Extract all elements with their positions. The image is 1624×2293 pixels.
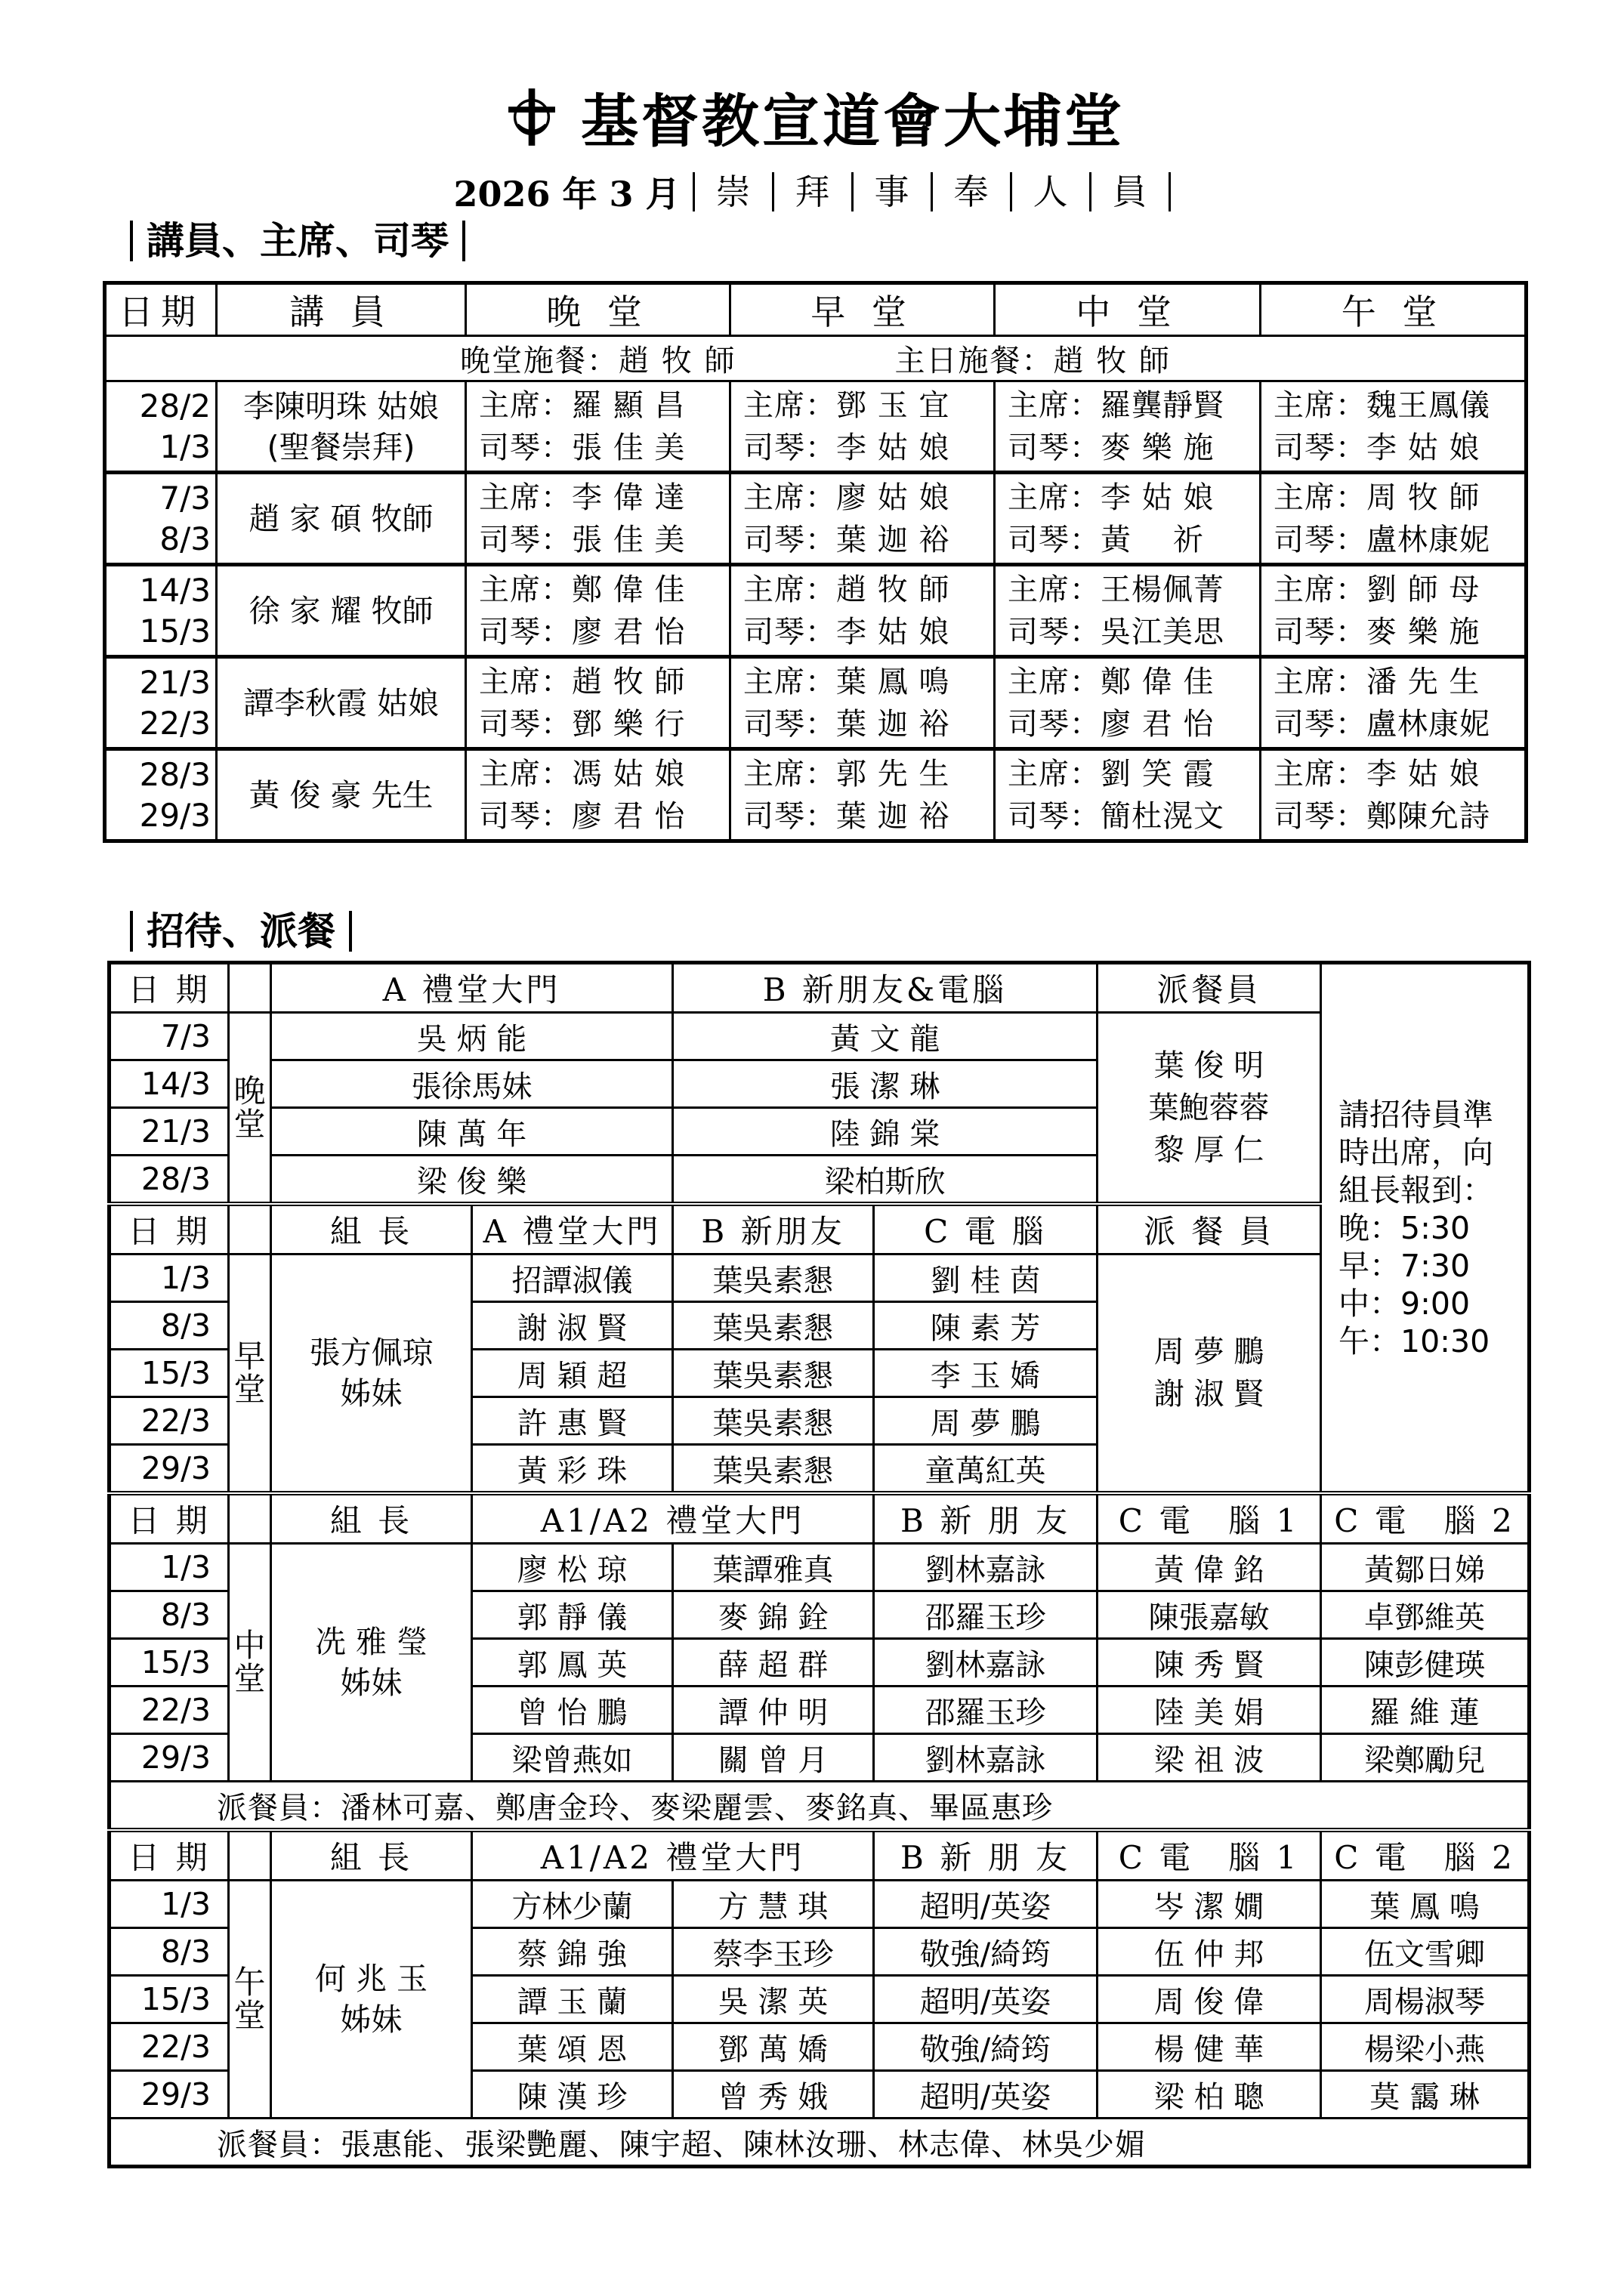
- meal-servers-row-midday: [110, 1782, 1530, 1831]
- col-header-date: 日 期: [110, 1830, 229, 1881]
- date-cell: 28/3 29/3: [105, 749, 217, 841]
- door-a-cell: 許 惠 賢: [472, 1397, 673, 1445]
- leader-morning: 張方佩琼 姊妹: [271, 1255, 472, 1494]
- week-row: [105, 565, 1527, 657]
- page-title: 基督教宣道會大埔堂: [581, 88, 1125, 155]
- speaker-cell: 譚李秋霞 姑娘: [217, 657, 466, 749]
- computer-1-cell: 伍 仲 邦: [1098, 1928, 1321, 1976]
- newfriend-cell: 劉林嘉詠: [874, 1734, 1098, 1782]
- date-cell: 7/3: [110, 1013, 229, 1060]
- date-cell: 8/3: [110, 1591, 229, 1639]
- meal-servers-morning: 周 夢 鵬 謝 淑 賢: [1098, 1255, 1321, 1494]
- speaker-cell: 徐 家 耀 牧師: [217, 565, 466, 657]
- col-header-leader: 組 長: [271, 1204, 472, 1255]
- evening-roles-cell: 主席：李 偉 達 司琴：張 佳 美: [466, 473, 730, 565]
- newfriend-cell: 梁柏斯欣: [673, 1156, 1098, 1205]
- meal-servers-evening: 葉 俊 明 葉鮑蓉蓉 黎 厚 仁: [1098, 1013, 1321, 1205]
- door-a1-cell: 梁曾燕如: [472, 1734, 673, 1782]
- afternoon-roles-cell: 主席：魏王鳳儀 司琴：李 姑 娘: [1261, 381, 1527, 473]
- newfriend-cell: 劉林嘉詠: [874, 1639, 1098, 1687]
- usher-notes: 請招待員準 時出席，向 組長報到： 晚：5:30 早：7:30 中：9:00 午：10:30: [1321, 963, 1530, 1494]
- newfriend-cell: 黃 文 龍: [673, 1013, 1098, 1060]
- computer-2-cell: 周楊淑琴: [1321, 1976, 1530, 2023]
- subtitle-row: [0, 167, 1624, 217]
- midday-roles-cell: 主席：鄭 偉 佳 司琴：廖 君 怡: [995, 657, 1261, 749]
- midday-roles-cell: 主席：劉 笑 霞 司琴：簡杜滉文: [995, 749, 1261, 841]
- date-cell: 29/3: [110, 1734, 229, 1782]
- morning-roles-cell: 主席：葉 鳳 鳴 司琴：葉 迦 裕: [730, 657, 995, 749]
- computer-2-cell: 莫 靄 琳: [1321, 2071, 1530, 2119]
- date-cell: 22/3: [110, 1687, 229, 1734]
- col-header-midday: 中 堂: [995, 283, 1261, 336]
- newfriend-cell: 葉吳素懇: [673, 1350, 874, 1397]
- computer-cell: 李 玉 嬌: [874, 1350, 1098, 1397]
- date-cell: 28/2 1/3: [105, 381, 217, 473]
- computer-cell: 童萬紅英: [874, 1445, 1098, 1494]
- date-cell: 7/3 8/3: [105, 473, 217, 565]
- service-spacer: [229, 1493, 271, 1544]
- computer-2-cell: 葉 鳳 鳴: [1321, 1881, 1530, 1928]
- evening-roles-cell: 主席：鄭 偉 佳 司琴：廖 君 怡: [466, 565, 730, 657]
- evening-roles-cell: 主席：羅 顯 昌 司琴：張 佳 美: [466, 381, 730, 473]
- computer-cell: 劉 桂 茵: [874, 1255, 1098, 1302]
- morning-header-row: [110, 1204, 1530, 1255]
- speaker-cell: 李陳明珠 姑娘 (聖餐崇拜): [217, 381, 466, 473]
- newfriend-cell: 陸 錦 棠: [673, 1108, 1098, 1156]
- church-logo-icon: [499, 85, 564, 150]
- subtitle-char: 員: [1089, 172, 1171, 211]
- col-header-date: 日 期: [110, 1204, 229, 1255]
- col-header-leader: 組 長: [271, 1493, 472, 1544]
- newfriend-cell: 超明/英姿: [874, 1881, 1098, 1928]
- date-cell: 1/3: [110, 1544, 229, 1591]
- morning-roles-cell: 主席：郭 先 生 司琴：葉 迦 裕: [730, 749, 995, 841]
- door-a2-cell: 薛 超 群: [673, 1639, 874, 1687]
- date-cell: 14/3: [110, 1060, 229, 1108]
- evening-header-row: [110, 963, 1530, 1013]
- door-a-cell: 張徐馬妹: [271, 1060, 673, 1108]
- col-header-door-a1a2: A1/A2 禮堂大門: [472, 1493, 874, 1544]
- date-cell: 15/3: [110, 1976, 229, 2023]
- col-header-morning: 早 堂: [730, 283, 995, 336]
- meal-note: 晚堂施餐：趙 牧 師 主日施餐：趙 牧 師: [105, 336, 1527, 381]
- col-header-date: 日期: [105, 283, 217, 336]
- computer-2-cell: 黃鄒日娣: [1321, 1544, 1530, 1591]
- col-header-afternoon: 午 堂: [1261, 283, 1527, 336]
- midday-roles-cell: 主席：王楊佩菁 司琴：吳江美思: [995, 565, 1261, 657]
- week-row: [105, 473, 1527, 565]
- computer-cell: 周 夢 鵬: [874, 1397, 1098, 1445]
- door-a1-cell: 蔡 錦 強: [472, 1928, 673, 1976]
- door-a2-cell: 吳 潔 英: [673, 1976, 874, 2023]
- date-cell: 1/3: [110, 1881, 229, 1928]
- newfriend-cell: 張 潔 琳: [673, 1060, 1098, 1108]
- date-cell: 29/3: [110, 2071, 229, 2119]
- col-header-meal: 派餐員: [1098, 963, 1321, 1013]
- evening-roles-cell: 主席：趙 牧 師 司琴：鄧 樂 行: [466, 657, 730, 749]
- col-header-door-a1a2: A1/A2 禮堂大門: [472, 1830, 874, 1881]
- newfriend-cell: 邵羅玉珍: [874, 1687, 1098, 1734]
- door-a-cell: 招譚淑儀: [472, 1255, 673, 1302]
- door-a2-cell: 譚 仲 明: [673, 1687, 874, 1734]
- date-cell: 15/3: [110, 1639, 229, 1687]
- date-cell: 22/3: [110, 2023, 229, 2071]
- page-header: [0, 76, 1624, 217]
- col-header-computer-2: C 電 腦 2: [1321, 1493, 1530, 1544]
- computer-cell: 陳 素 芳: [874, 1302, 1098, 1350]
- door-a2-cell: 葉譚雅真: [673, 1544, 874, 1591]
- col-header-speaker: 講 員: [217, 283, 466, 336]
- newfriend-cell: 劉林嘉詠: [874, 1544, 1098, 1591]
- subtitle-char: 崇: [693, 172, 772, 211]
- door-a1-cell: 廖 松 琼: [472, 1544, 673, 1591]
- col-header-computer-2: C 電 腦 2: [1321, 1830, 1530, 1881]
- col-header-newfriend-computer: B 新朋友&電腦: [673, 963, 1098, 1013]
- date-cell: 1/3: [110, 1255, 229, 1302]
- morning-roles-cell: 主席：鄧 玉 宜 司琴：李 姑 娘: [730, 381, 995, 473]
- door-a1-cell: 曾 怡 鵬: [472, 1687, 673, 1734]
- col-header-door-a: A 禮堂大門: [271, 963, 673, 1013]
- col-header-newfriend: B 新朋友: [673, 1204, 874, 1255]
- door-a1-cell: 郭 靜 儀: [472, 1591, 673, 1639]
- afternoon-roles-cell: 主席：周 牧 師 司琴：盧林康妮: [1261, 473, 1527, 565]
- door-a1-cell: 譚 玉 蘭: [472, 1976, 673, 2023]
- subtitle-char: 拜: [772, 172, 851, 211]
- computer-1-cell: 周 俊 偉: [1098, 1976, 1321, 2023]
- meal-note-row: [105, 336, 1527, 381]
- computer-2-cell: 陳彭健瑛: [1321, 1639, 1530, 1687]
- computer-1-cell: 黃 偉 銘: [1098, 1544, 1321, 1591]
- newfriend-cell: 邵羅玉珍: [874, 1591, 1098, 1639]
- newfriend-cell: 葉吳素懇: [673, 1255, 874, 1302]
- date-cell: 21/3 22/3: [105, 657, 217, 749]
- col-header-leader: 組 長: [271, 1830, 472, 1881]
- col-header-door-a: A 禮堂大門: [472, 1204, 673, 1255]
- newfriend-cell: 葉吳素懇: [673, 1302, 874, 1350]
- door-a1-cell: 葉 頌 恩: [472, 2023, 673, 2071]
- speaker-cell: 黃 俊 豪 先生: [217, 749, 466, 841]
- leader-midday: 冼 雅 瑩 姊妹: [271, 1544, 472, 1782]
- computer-1-cell: 陳張嘉敏: [1098, 1591, 1321, 1639]
- subtitle-char: 人: [1010, 172, 1089, 211]
- leader-afternoon: 何 兆 玉 姊妹: [271, 1881, 472, 2119]
- computer-2-cell: 楊梁小燕: [1321, 2023, 1530, 2071]
- col-header-newfriend: B 新 朋 友: [874, 1493, 1098, 1544]
- computer-1-cell: 陸 美 娟: [1098, 1687, 1321, 1734]
- ushers-table: [107, 961, 1531, 2168]
- date-cell: 22/3: [110, 1397, 229, 1445]
- col-header-computer: C 電 腦: [874, 1204, 1098, 1255]
- newfriend-cell: 葉吳素懇: [673, 1445, 874, 1494]
- date-cell: 14/3 15/3: [105, 565, 217, 657]
- computer-2-cell: 梁鄭勵兒: [1321, 1734, 1530, 1782]
- section-title-ushers: 招待、派餐: [130, 911, 352, 952]
- door-a2-cell: 鄧 萬 嬌: [673, 2023, 874, 2071]
- newfriend-cell: 超明/英姿: [874, 1976, 1098, 2023]
- door-a-cell: 陳 萬 年: [271, 1108, 673, 1156]
- computer-1-cell: 楊 健 華: [1098, 2023, 1321, 2071]
- col-header-computer-1: C 電 腦 1: [1098, 1830, 1321, 1881]
- subtitle-char: 事: [851, 172, 931, 211]
- afternoon-header-row: [110, 1830, 1530, 1881]
- service-label-evening: 晚 堂: [229, 1013, 271, 1205]
- week-row: [105, 749, 1527, 841]
- newfriend-cell: 葉吳素懇: [673, 1397, 874, 1445]
- table-row: [110, 1544, 1530, 1591]
- section-title-speakers: 講員、主席、司琴: [130, 221, 465, 261]
- service-label-midday: 中 堂: [229, 1544, 271, 1782]
- newfriend-cell: 敬強/綺筠: [874, 2023, 1098, 2071]
- morning-roles-cell: 主席：趙 牧 師 司琴：李 姑 娘: [730, 565, 995, 657]
- service-spacer: [229, 1204, 271, 1255]
- computer-1-cell: 岑 潔 嫺: [1098, 1881, 1321, 1928]
- door-a1-cell: 陳 漢 珍: [472, 2071, 673, 2119]
- table-header-row: [105, 283, 1527, 336]
- door-a-cell: 謝 淑 賢: [472, 1302, 673, 1350]
- col-header-evening: 晚 堂: [466, 283, 730, 336]
- door-a-cell: 吳 炳 能: [271, 1013, 673, 1060]
- date-cell: 28/3: [110, 1156, 229, 1205]
- meal-servers-midday: 派餐員：潘林可嘉、鄭唐金玲、麥梁麗雲、麥銘真、畢區惠珍: [110, 1782, 1530, 1831]
- col-header-date: 日 期: [110, 1493, 229, 1544]
- computer-2-cell: 羅 維 蓮: [1321, 1687, 1530, 1734]
- subtitle-char: 奉: [931, 172, 1010, 211]
- date-cell: 15/3: [110, 1350, 229, 1397]
- door-a-cell: 黃 彩 珠: [472, 1445, 673, 1494]
- door-a2-cell: 關 曾 月: [673, 1734, 874, 1782]
- table-row: [110, 1013, 1530, 1060]
- computer-2-cell: 伍文雪卿: [1321, 1928, 1530, 1976]
- service-spacer: [229, 1830, 271, 1881]
- midday-header-row: [110, 1493, 1530, 1544]
- morning-roles-cell: 主席：廖 姑 娘 司琴：葉 迦 裕: [730, 473, 995, 565]
- date-cell: 8/3: [110, 1302, 229, 1350]
- door-a2-cell: 曾 秀 娥: [673, 2071, 874, 2119]
- newfriend-cell: 敬強/綺筠: [874, 1928, 1098, 1976]
- col-header-date: 日 期: [110, 963, 229, 1013]
- door-a-cell: 梁 俊 樂: [271, 1156, 673, 1205]
- newfriend-cell: 超明/英姿: [874, 2071, 1098, 2119]
- meal-servers-row-afternoon: [110, 2119, 1530, 2167]
- door-a-cell: 周 穎 超: [472, 1350, 673, 1397]
- door-a1-cell: 郭 鳳 英: [472, 1639, 673, 1687]
- door-a2-cell: 方 慧 琪: [673, 1881, 874, 1928]
- door-a2-cell: 蔡李玉珍: [673, 1928, 874, 1976]
- speaker-cell: 趙 家 碩 牧師: [217, 473, 466, 565]
- table-row: [110, 1255, 1530, 1302]
- door-a2-cell: 麥 錦 銓: [673, 1591, 874, 1639]
- afternoon-roles-cell: 主席：潘 先 生 司琴：盧林康妮: [1261, 657, 1527, 749]
- computer-2-cell: 卓鄧維英: [1321, 1591, 1530, 1639]
- speakers-table: [103, 281, 1528, 843]
- computer-1-cell: 梁 柏 聰: [1098, 2071, 1321, 2119]
- midday-roles-cell: 主席：李 姑 娘 司琴：黃 祈: [995, 473, 1261, 565]
- date-cell: 21/3: [110, 1108, 229, 1156]
- afternoon-roles-cell: 主席：劉 師 母 司琴：麥 樂 施: [1261, 565, 1527, 657]
- service-spacer: [229, 963, 271, 1013]
- service-label-afternoon: 午 堂: [229, 1881, 271, 2119]
- month-label: 2026 年 3 月: [453, 174, 681, 214]
- computer-1-cell: 梁 祖 波: [1098, 1734, 1321, 1782]
- col-header-newfriend: B 新 朋 友: [874, 1830, 1098, 1881]
- afternoon-roles-cell: 主席：李 姑 娘 司琴：鄭陳允詩: [1261, 749, 1527, 841]
- table-row: [110, 1881, 1530, 1928]
- door-a1-cell: 方林少蘭: [472, 1881, 673, 1928]
- meal-servers-afternoon: 派餐員：張惠能、張梁艷麗、陳宇超、陳林汝珊、林志偉、林吳少媚: [110, 2119, 1530, 2167]
- col-header-meal: 派 餐 員: [1098, 1204, 1321, 1255]
- computer-1-cell: 陳 秀 賢: [1098, 1639, 1321, 1687]
- week-row: [105, 657, 1527, 749]
- col-header-computer-1: C 電 腦 1: [1098, 1493, 1321, 1544]
- evening-roles-cell: 主席：馮 姑 娘 司琴：廖 君 怡: [466, 749, 730, 841]
- title-row: [0, 76, 1624, 158]
- service-label-morning: 早 堂: [229, 1255, 271, 1494]
- date-cell: 8/3: [110, 1928, 229, 1976]
- midday-roles-cell: 主席：羅龔靜賢 司琴：麥 樂 施: [995, 381, 1261, 473]
- date-cell: 29/3: [110, 1445, 229, 1494]
- week-row: [105, 381, 1527, 473]
